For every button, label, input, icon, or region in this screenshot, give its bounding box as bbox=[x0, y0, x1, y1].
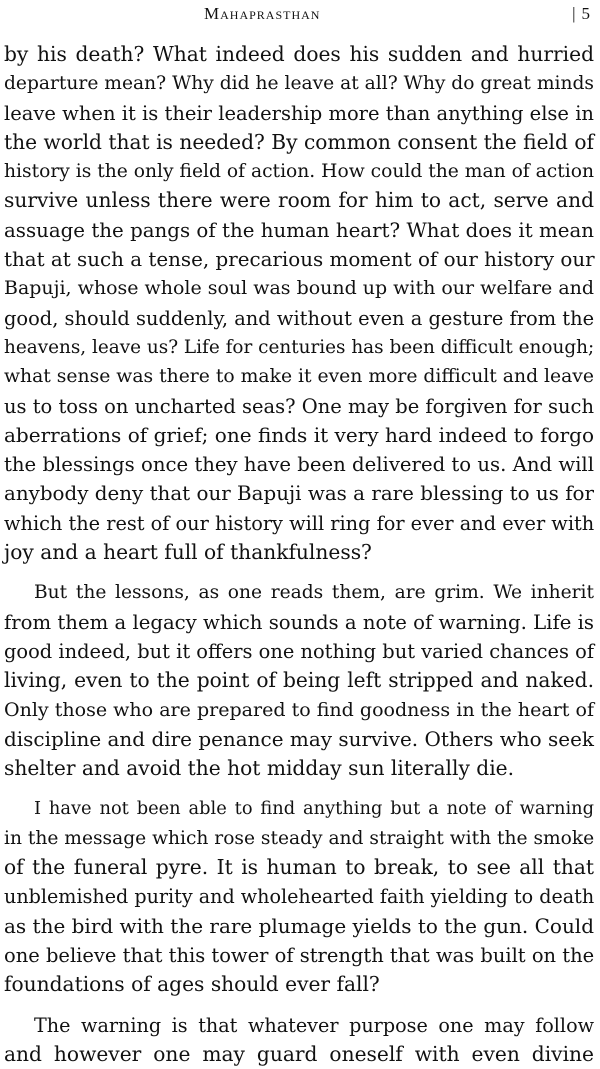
text-line: anybody deny that our Bapuji was a rare blessing to us for bbox=[4, 479, 594, 508]
text-line: shelter and avoid the hot midday sun literally die. bbox=[4, 754, 594, 783]
text-line: us to toss on uncharted seas? One may be forgiven for such bbox=[4, 392, 594, 421]
paragraph-4 bbox=[4, 1011, 594, 1069]
page-header bbox=[0, 0, 600, 34]
text-line: discipline and dire penance may survive. Others who seek bbox=[4, 725, 594, 754]
text-line: Only those who are prepared to find goodness in the heart of bbox=[4, 696, 594, 725]
running-head-title: Mahaprasthan bbox=[204, 4, 320, 24]
body-text bbox=[4, 40, 594, 1069]
text-line: and however one may guard oneself with even divine bbox=[4, 1040, 594, 1069]
header-separator: | bbox=[572, 4, 575, 24]
text-line: from them a legacy which sounds a note of warning. Life is bbox=[4, 608, 594, 637]
text-line: that at such a tense, precarious moment of our history our bbox=[4, 245, 594, 274]
text-line: The warning is that whatever purpose one may follow bbox=[4, 1011, 594, 1040]
text-line: one believe that this tower of strength that was built on the bbox=[4, 941, 594, 970]
text-line: good, should suddenly, and without even a gesture from the bbox=[4, 304, 594, 333]
page-number bbox=[572, 4, 590, 24]
text-line: the blessings once they have been delivered to us. And will bbox=[4, 450, 594, 479]
paragraph-3 bbox=[4, 794, 594, 999]
text-line: which the rest of our history will ring for ever and ever with bbox=[4, 509, 594, 538]
text-line: living, even to the point of being left stripped and naked. bbox=[4, 666, 594, 695]
text-line: assuage the pangs of the human heart? What does it mean bbox=[4, 216, 594, 245]
text-line: what sense was there to make it even more difficult and leave bbox=[4, 362, 594, 391]
text-line: unblemished purity and wholehearted faith yielding to death bbox=[4, 882, 594, 911]
text-line: departure mean? Why did he leave at all? Why do great minds bbox=[4, 69, 594, 98]
text-line: in the message which rose steady and straight with the smoke bbox=[4, 824, 594, 853]
text-line: leave when it is their leadership more than anything else in bbox=[4, 99, 594, 128]
page-number-value: 5 bbox=[582, 4, 591, 23]
text-line: as the bird with the rare plumage yields to the gun. Could bbox=[4, 912, 594, 941]
text-line: history is the only field of action. How could the man of action bbox=[4, 157, 594, 186]
text-line: by his death? What indeed does his sudden and hurried bbox=[4, 40, 594, 69]
text-line: the world that is needed? By common consent the field of bbox=[4, 128, 594, 157]
paragraph-1 bbox=[4, 40, 594, 567]
text-line: But the lessons, as one reads them, are grim. We inherit bbox=[4, 578, 594, 607]
text-line: joy and a heart full of thankfulness? bbox=[4, 538, 594, 567]
text-line: of the funeral pyre. It is human to break, to see all that bbox=[4, 853, 594, 882]
paragraph-2 bbox=[4, 578, 594, 783]
text-line: foundations of ages should ever fall? bbox=[4, 970, 594, 999]
text-line: Bapuji, whose whole soul was bound up with our welfare and bbox=[4, 274, 594, 303]
text-line: aberrations of grief; one finds it very hard indeed to forgo bbox=[4, 421, 594, 450]
text-line: heavens, leave us? Life for centuries has been difficult enough; bbox=[4, 333, 594, 362]
text-line: I have not been able to find anything but a note of warning bbox=[4, 794, 594, 823]
text-line: survive unless there were room for him to act, serve and bbox=[4, 186, 594, 215]
text-line: good indeed, but it offers one nothing but varied chances of bbox=[4, 637, 594, 666]
